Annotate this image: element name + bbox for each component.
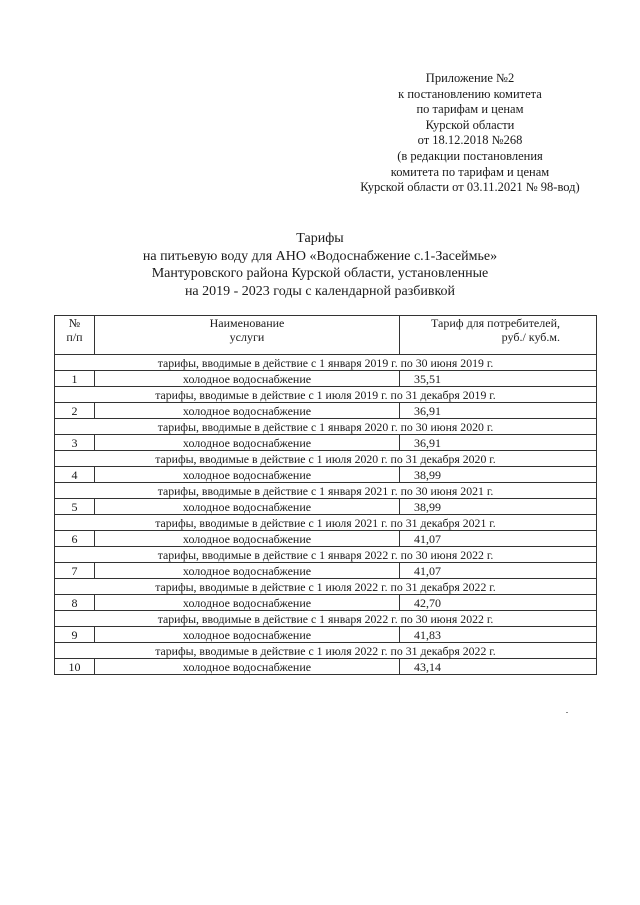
row-number: 4 (55, 467, 95, 483)
tariff-value: 42,70 (400, 595, 597, 611)
tariff-value: 41,83 (400, 627, 597, 643)
service-name: холодное водоснабжение (95, 371, 400, 387)
table-row (55, 627, 597, 643)
period-row (55, 515, 597, 531)
service-name: холодное водоснабжение (95, 403, 400, 419)
row-number: 10 (55, 659, 95, 675)
document-title (60, 230, 580, 300)
service-name: холодное водоснабжение (95, 467, 400, 483)
table-body (55, 355, 597, 675)
title-line: Мантуровского района Курской области, установленные (151, 266, 489, 281)
table-row (55, 531, 597, 547)
period-row (55, 643, 597, 659)
row-number: 2 (55, 403, 95, 419)
period-label: тарифы, вводимые в действие с 1 июля 2022 г. по 31 декабря 2022 г. (55, 579, 597, 595)
title-line: Тарифы (296, 231, 344, 246)
service-name: холодное водоснабжение (95, 627, 400, 643)
service-name: холодное водоснабжение (95, 499, 400, 515)
header-tariff (400, 316, 597, 355)
tariff-value: 36,91 (400, 435, 597, 451)
scan-speck (566, 712, 568, 713)
period-row (55, 483, 597, 499)
appendix-header (330, 71, 610, 196)
tariff-value: 38,99 (400, 499, 597, 515)
appendix-line: комитета по тарифам и ценам (390, 164, 550, 179)
appendix-line: к постановлению комитета (398, 86, 542, 101)
service-name: холодное водоснабжение (95, 595, 400, 611)
table-row (55, 595, 597, 611)
period-row (55, 611, 597, 627)
period-row (55, 355, 597, 371)
tariff-value: 41,07 (400, 563, 597, 579)
tariff-value: 41,07 (400, 531, 597, 547)
service-name: холодное водоснабжение (95, 659, 400, 675)
tariff-value: 35,51 (400, 371, 597, 387)
period-label: тарифы, вводимые в действие с 1 января 2021 г. по 30 июня 2021 г. (55, 483, 597, 499)
row-number: 3 (55, 435, 95, 451)
table-row (55, 563, 597, 579)
appendix-line: Приложение №2 (425, 71, 515, 85)
row-number: 9 (55, 627, 95, 643)
appendix-line: Курской области (425, 117, 515, 132)
tariff-value: 43,14 (400, 659, 597, 675)
table-header-row (55, 316, 597, 355)
period-label: тарифы, вводимые в действие с 1 июля 2020 г. по 31 декабря 2020 г. (55, 451, 597, 467)
header-num-line2: п/п (66, 330, 83, 344)
period-label: тарифы, вводимые в действие с 1 января 2019 г. по 30 июня 2019 г. (55, 355, 597, 371)
service-name: холодное водоснабжение (95, 563, 400, 579)
period-row (55, 547, 597, 563)
header-name (95, 316, 400, 355)
appendix-line: по тарифам и ценам (416, 102, 524, 117)
table-row (55, 659, 597, 675)
title-line: на питьевую воду для АНО «Водоснабжение с.1-Засеймье» (142, 248, 498, 264)
table-row (55, 403, 597, 419)
period-label: тарифы, вводимые в действие с 1 января 2022 г. по 30 июня 2022 г. (55, 611, 597, 627)
service-name: холодное водоснабжение (95, 531, 400, 547)
title-line: на 2019 - 2023 годы с календарной разбивкой (184, 283, 456, 299)
service-name: холодное водоснабжение (95, 435, 400, 451)
header-num (55, 316, 95, 355)
tariff-value: 36,91 (400, 403, 597, 419)
row-number: 1 (55, 371, 95, 387)
table-row (55, 499, 597, 515)
row-number: 7 (55, 563, 95, 579)
table-row (55, 371, 597, 387)
header-name-line2: услуги (229, 330, 265, 344)
header-tariff-line1: Тариф для потребителей, (431, 316, 560, 330)
period-label: тарифы, вводимые в действие с 1 января 2020 г. по 30 июня 2020 г. (55, 419, 597, 435)
period-label: тарифы, вводимые в действие с 1 июля 2022 г. по 31 декабря 2022 г. (55, 643, 597, 659)
header-num-line1: № (68, 316, 81, 330)
appendix-line: Курской области от 03.11.2021 № 98-вод) (360, 180, 580, 195)
period-label: тарифы, вводимые в действие с 1 июля 2019 г. по 31 декабря 2019 г. (55, 387, 597, 403)
appendix-line: от 18.12.2018 №268 (417, 133, 523, 148)
period-row (55, 579, 597, 595)
row-number: 6 (55, 531, 95, 547)
appendix-line: (в редакции постановления (397, 148, 543, 163)
tariff-table (54, 315, 597, 675)
row-number: 8 (55, 595, 95, 611)
header-name-line1: Наименование (209, 316, 285, 330)
table-row (55, 435, 597, 451)
period-label: тарифы, вводимые в действие с 1 июля 2021 г. по 31 декабря 2021 г. (55, 515, 597, 531)
table-row (55, 467, 597, 483)
header-tariff-line2: руб./ куб.м. (501, 330, 560, 344)
period-row (55, 419, 597, 435)
period-label: тарифы, вводимые в действие с 1 января 2022 г. по 30 июня 2022 г. (55, 547, 597, 563)
tariff-value: 38,99 (400, 467, 597, 483)
row-number: 5 (55, 499, 95, 515)
period-row (55, 451, 597, 467)
period-row (55, 387, 597, 403)
